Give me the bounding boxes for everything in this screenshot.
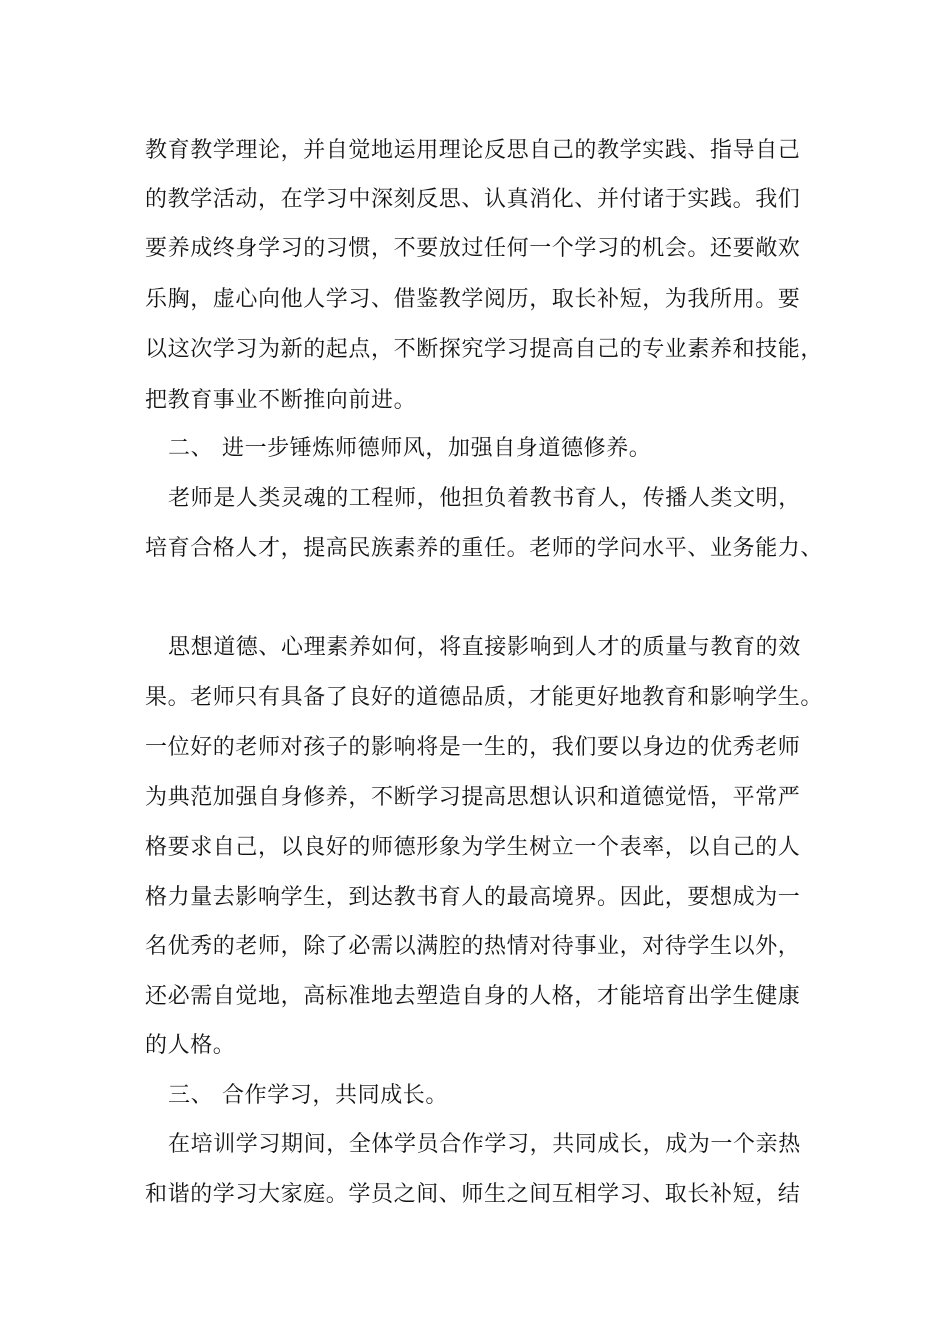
paragraph-line: 在培训学习期间，全体学员合作学习，共同成长，成为一个亲热 bbox=[168, 1132, 801, 1157]
paragraph-line: 名优秀的老师，除了必需以满腔的热情对待事业，对待学生以外， bbox=[145, 934, 801, 959]
paragraph-line: 还必需自觉地，高标准地去塑造自身的人格，才能培育出学生健康 bbox=[145, 984, 801, 1009]
paragraph-line: 把教育事业不断推向前进。 bbox=[145, 388, 417, 413]
paragraph-line: 教育教学理论，并自觉地运用理论反思自己的教学实践、指导自己 bbox=[145, 138, 801, 163]
paragraph-line: 果。老师只有具备了良好的道德品质，才能更好地教育和影响学生。 bbox=[145, 685, 824, 710]
paragraph-line: 的教学活动，在学习中深刻反思、认真消化、并付诸于实践。我们 bbox=[145, 187, 801, 212]
paragraph-line: 一位好的老师对孩子的影响将是一生的，我们要以身边的优秀老师 bbox=[145, 735, 801, 760]
paragraph-line: 为典范加强自身修养，不断学习提高思想认识和道德觉悟，平常严 bbox=[145, 785, 801, 810]
paragraph-line: 要养成终身学习的习惯，不要放过任何一个学习的机会。还要敞欢 bbox=[145, 236, 801, 261]
heading-text: 合作学习，共同成长。 bbox=[222, 1083, 449, 1108]
heading-text: 进一步锤炼师德师风，加强自身道德修养。 bbox=[222, 436, 652, 461]
section-heading-3 bbox=[168, 1081, 448, 1111]
paragraph-line: 老师是人类灵魂的工程师，他担负着教书育人，传播人类文明， bbox=[168, 486, 801, 511]
section-heading-2 bbox=[168, 434, 651, 464]
paragraph-line: 的人格。 bbox=[145, 1033, 236, 1058]
heading-number: 二、 bbox=[168, 436, 214, 461]
paragraph-line: 以这次学习为新的起点，不断探究学习提高自己的专业素养和技能， bbox=[145, 337, 824, 362]
paragraph-line: 格力量去影响学生，到达教书育人的最高境界。因此，要想成为一 bbox=[145, 885, 801, 910]
paragraph-line: 乐胸，虚心向他人学习、借鉴教学阅历，取长补短，为我所用。要 bbox=[145, 287, 801, 312]
paragraph-line: 和谐的学习大家庭。学员之间、师生之间互相学习、取长补短，结 bbox=[145, 1182, 801, 1207]
paragraph-line: 格要求自己，以良好的师德形象为学生树立一个表率，以自己的人 bbox=[145, 835, 801, 860]
heading-number: 三、 bbox=[168, 1083, 214, 1108]
paragraph-line: 培育合格人才，提高民族素养的重任。老师的学问水平、业务能力、 bbox=[145, 536, 824, 561]
paragraph-line: 思想道德、心理素养如何，将直接影响到人才的质量与教育的效 bbox=[168, 635, 801, 660]
